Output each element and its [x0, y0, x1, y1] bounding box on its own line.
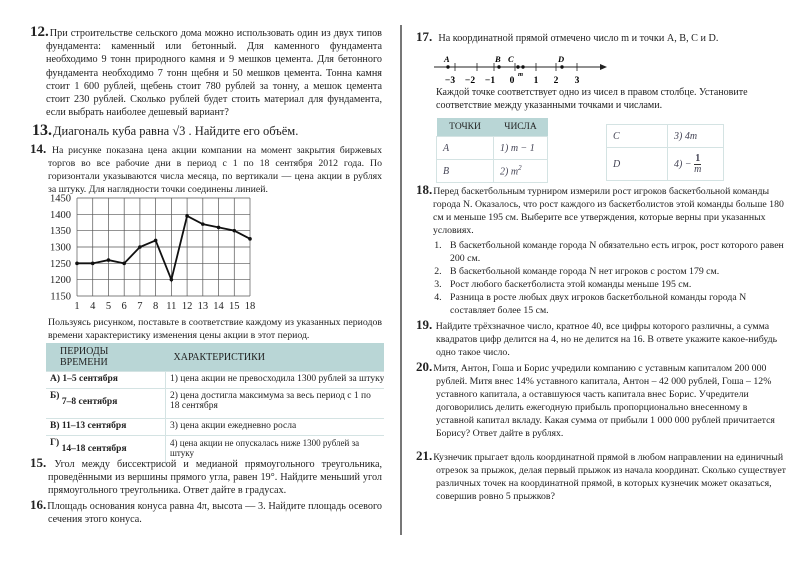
list-item: 3. Рост любого баскетболиста этой команды меньше 195 см.: [444, 278, 786, 291]
chart-y-axis-labels: [50, 194, 71, 303]
period-cell: А) 1–5 сентября: [46, 372, 166, 389]
svg-text:1400: 1400: [50, 209, 71, 221]
svg-text:3: 3: [574, 76, 580, 86]
task-number: 18.: [416, 182, 433, 197]
task-number: 12.: [30, 24, 49, 40]
chart-points: [75, 214, 252, 281]
task-14-instructions: [48, 316, 382, 342]
task-14: [30, 142, 382, 196]
svg-text:1300: 1300: [50, 242, 71, 254]
point-cell: A: [437, 137, 494, 160]
svg-text:7: 7: [137, 301, 143, 312]
task-text: Найдите трёхзначное число, кратное 40, все цифры которого различны, а сумма квадратов цифр делится на 4, но не делится на 16. В ответе укажите какое-нибудь одно такое число.: [435, 321, 778, 358]
task-number: 15.: [30, 455, 47, 470]
task-17: [416, 30, 786, 45]
svg-text:−2: −2: [464, 76, 476, 86]
task-text: На координатной прямой отмечено число m и точки A, B, C и D.: [438, 33, 719, 44]
task-18: [416, 183, 786, 317]
characteristic-cell: 2) цена достигла максимума за весь период с 1 по 18 сентября: [166, 389, 385, 419]
value-cell: 2) $m^2$: [494, 160, 548, 183]
column-divider: [400, 25, 402, 535]
svg-text:14: 14: [213, 301, 224, 312]
svg-text:m: m: [518, 71, 524, 78]
task-number: 21.: [416, 448, 433, 463]
value-cell: 1) m − 1: [494, 137, 548, 160]
point-cell: D: [607, 148, 668, 181]
instructions-text: Каждой точке соответствует одно из чисел в правом столбце. Установите соответствие между указанными точками и числами.: [436, 87, 748, 112]
svg-text:6: 6: [121, 301, 127, 312]
svg-text:11: 11: [166, 301, 177, 312]
task-number: 16.: [30, 497, 47, 512]
value-cell: 3) 4m: [668, 125, 724, 148]
task-16: [30, 498, 382, 526]
task-13: [32, 124, 382, 138]
characteristic-cell: 3) цена акции ежедневно росла: [166, 419, 385, 436]
chart-grid: [77, 198, 250, 296]
task-number: 20.: [416, 359, 433, 374]
svg-text:2: 2: [553, 76, 559, 86]
stock-price-chart: [40, 192, 280, 312]
value-cell: 4) − $\frac{1}{m}$: [668, 148, 724, 181]
svg-text:5: 5: [105, 301, 112, 312]
svg-text:8: 8: [153, 301, 159, 312]
svg-text:15: 15: [229, 301, 240, 312]
svg-text:B: B: [495, 55, 501, 64]
number-line: [432, 55, 612, 87]
svg-text:A: A: [444, 55, 450, 64]
period-cell: В) 11–13 сентября: [46, 419, 166, 436]
task-text: Митя, Антон, Гоша и Борис учредили компанию с уставным капиталом 200 000 рублей. Митя внес 14% уставного капитала, Антон – 42 000 рублей, Гоша – 12% уставного капитала, а оставшуюся часть капитала внес Борис. Учредители договорились делить ежегодную прибыль пропорционально внесенному в уставной капитал вкладу. Какая сумма от прибыли 1 000 000 рублей причитается Борису? Ответ дайте в рублях.: [433, 363, 775, 439]
task-number: 19.: [416, 317, 433, 332]
points-table-left: [436, 118, 548, 183]
task-text: При строительстве сельского дома можно использовать один из двух типов фундамента: каменный или бетонный. Для каменного фундамента необходимо 9 тонн природного камня и 9 мешков цемента. Для бетонного фундамента необходимо 7 тонн щебня и 50 мешков цемента. Тонна камня стоит 1 600 рублей, щебень стоит 780 рублей за тонну, а мешок цемента стоит 230 рублей. Сколько рублей будет стоить материал для фундамента, если выбрать наиболее дешевый вариант?: [46, 28, 382, 119]
list-item: 1. В баскетбольной команде города N обязательно есть игрок, рост которого равен 200 см.: [444, 239, 786, 265]
period-cell: Г) 14–18 сентября: [46, 436, 166, 466]
svg-text:4: 4: [90, 301, 96, 312]
table-row: [607, 125, 724, 148]
period-cell: Б) 7–8 сентября: [46, 389, 166, 419]
task-number: 17.: [416, 29, 433, 44]
svg-text:1150: 1150: [50, 291, 71, 303]
task-15: [30, 456, 382, 498]
instructions-text: Пользуясь рисунком, поставьте в соответствие каждому из указанных периодов времени характеристику изменения цены акции в этот период.: [48, 317, 382, 341]
points-table-right: [606, 124, 724, 181]
task-21: [416, 449, 786, 503]
task-17-instructions: [436, 86, 786, 112]
task-text: Перед баскетбольным турниром измерили рост игроков баскетбольной команды города N. Оказалось, что рост каждого из баскетболистов этой команды больше 180 см и меньше 195 см. Выберите все утверждения, которые верны при указанных условиях.: [433, 186, 784, 236]
svg-text:13: 13: [197, 301, 209, 312]
svg-text:D: D: [558, 55, 565, 64]
column-header-points: ТОЧКИ: [437, 118, 494, 137]
task-12: [30, 26, 382, 119]
svg-text:1350: 1350: [50, 226, 71, 238]
svg-text:1: 1: [533, 76, 539, 86]
table-row: [607, 148, 724, 181]
task-20: [416, 360, 786, 440]
svg-text:−1: −1: [484, 76, 496, 86]
chart-x-axis-labels: [74, 301, 255, 312]
task-text: Диагональ куба равна √3 . Найдите его объём.: [53, 124, 299, 138]
list-item: 2. В баскетбольной команде города N нет игроков с ростом 179 см.: [444, 265, 786, 278]
svg-text:C: C: [508, 55, 514, 64]
point-cell: C: [607, 125, 668, 148]
svg-text:12: 12: [181, 301, 193, 312]
column-header-characteristics: ХАРАКТЕРИСТИКИ: [166, 343, 385, 372]
task-text: Площадь основания конуса равна 4π, высота — 3. Найдите площадь осевого сечения этого конуса.: [47, 501, 382, 526]
svg-text:1250: 1250: [50, 258, 71, 270]
column-header-periods: ПЕРИОДЫ ВРЕМЕНИ: [46, 343, 166, 372]
characteristic-cell: 4) цена акции не опускалась ниже 1300 рублей за штуку: [166, 436, 385, 466]
table-row: [437, 137, 548, 160]
task-19: [416, 318, 786, 359]
svg-text:18: 18: [244, 301, 256, 312]
table-row: [46, 389, 384, 419]
svg-text:1: 1: [74, 301, 80, 312]
table-row: [437, 160, 548, 183]
periods-table: [46, 343, 384, 466]
task-number: 14.: [30, 141, 47, 156]
column-header-numbers: ЧИСЛА: [494, 118, 548, 137]
task-text: Кузнечик прыгает вдоль координатной прямой в любом направлении на единичный отрезок за прыжок, делая первый прыжок из начала координат. Сколько существует различных точек на координатной прямой, в которых кузнечик может оказаться, совершив ровно 5 прыжков?: [433, 452, 786, 502]
svg-text:1200: 1200: [50, 275, 71, 287]
svg-text:0: 0: [509, 76, 515, 86]
task-number: 13.: [32, 122, 52, 139]
list-item: 4. Разница в росте любых двух игроков баскетбольной команды города N составляет более 15 см.: [444, 291, 786, 317]
statements-list: [416, 239, 786, 317]
svg-text:−3: −3: [444, 76, 456, 86]
characteristic-cell: 1) цена акции не превосходила 1300 рублей за штуку: [166, 372, 385, 389]
task-text: Угол между биссектрисой и медианой прямоугольного треугольника, проведёнными из вершины прямого угла, равен 19°. Найдите меньший угол прямоугольного треугольника. Ответ дайте в градусах.: [48, 459, 383, 497]
chart-line: [77, 216, 250, 280]
task-text: На рисунке показана цена акции компании на момент закрытия биржевых торгов во все рабочие дни в период с 1 по 18 сентября 2012 года. По горизонтали указываются числа месяца, по вертикали — цена акции в рублях за штуку. Для наглядности точки соединены линией.: [48, 145, 382, 195]
table-row: [46, 372, 384, 389]
point-cell: B: [437, 160, 494, 183]
svg-text:1450: 1450: [50, 193, 71, 205]
table-row: [46, 419, 384, 436]
